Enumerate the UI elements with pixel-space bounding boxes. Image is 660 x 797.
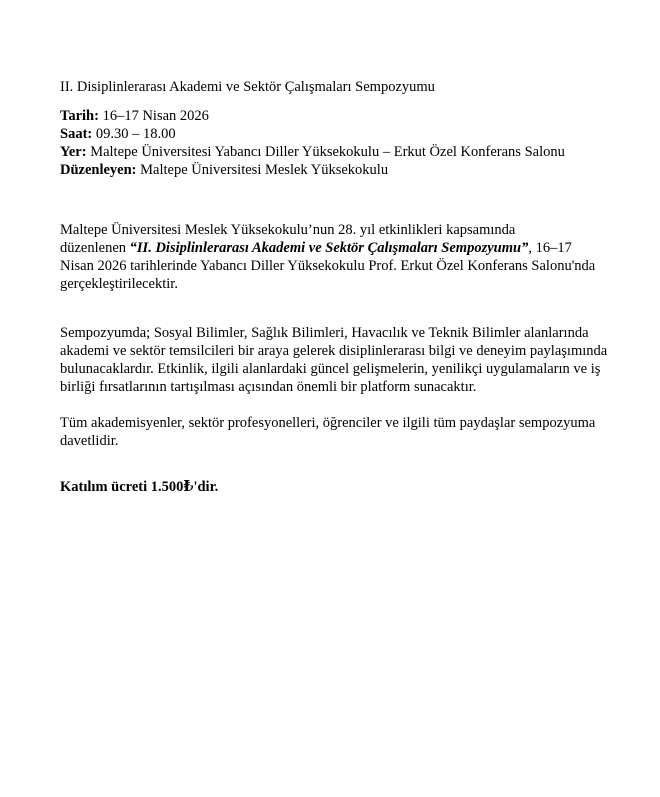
meta-organizer-value: Maltepe Üniversitesi Meslek Yüksekokulu — [136, 162, 389, 178]
event-meta — [60, 107, 620, 179]
intro-paragraph — [60, 221, 620, 293]
meta-organizer — [60, 161, 620, 179]
details-line-3: bulunacaklardır. Etkinlik, ilgili alanlardaki güncel gelişmelerin, yenilikçi uygulamaların ve iş — [60, 361, 601, 377]
meta-venue — [60, 143, 620, 161]
meta-date — [60, 107, 620, 125]
meta-date-value: 16–17 Nisan 2026 — [98, 108, 209, 124]
meta-date-label: Tarih: — [60, 108, 99, 124]
document-title: II. Disiplinlerarası Akademi ve Sektör Çalışmaları Sempozyumu — [60, 79, 435, 95]
meta-organizer-label: Düzenleyen: — [60, 162, 137, 178]
details-paragraph — [60, 324, 620, 396]
details-line-4: birliği fırsatlarının tartışılması açısından önemli bir platform sunacaktır. — [60, 379, 477, 395]
intro-line-3: Nisan 2026 tarihlerinde Yabancı Diller Yüksekokulu Prof. Erkut Özel Konferans Salonu'nda — [60, 258, 596, 274]
meta-venue-label: Yer: — [60, 144, 87, 160]
intro-line-2-post: , 16–17 — [528, 240, 572, 256]
meta-venue-value: Maltepe Üniversitesi Yabancı Diller Yüksekokulu – Erkut Özel Konferans Salonu — [86, 144, 565, 160]
meta-time-label: Saat: — [60, 126, 93, 142]
meta-time — [60, 125, 620, 143]
intro-line-4: gerçekleştirilecektir. — [60, 276, 178, 292]
symposium-name-emphasis: “II. Disiplinlerarası Akademi ve Sektör Çalışmaları Sempozyumu” — [129, 240, 529, 256]
invitation-line-1: Tüm akademisyenler, sektör profesyonelleri, öğrenciler ve ilgili tüm paydaşlar sempozyuma — [60, 415, 596, 431]
details-line-1: Sempozyumda; Sosyal Bilimler, Sağlık Bilimleri, Havacılık ve Teknik Bilimler alanlarında — [60, 325, 589, 341]
meta-time-value: 09.30 – 18.00 — [92, 126, 176, 142]
invitation-paragraph — [60, 414, 620, 450]
intro-line-1: Maltepe Üniversitesi Meslek Yüksekokulu’nun 28. yıl etkinlikleri kapsamında — [60, 222, 516, 238]
invitation-line-2: davetlidir. — [60, 433, 119, 449]
participation-fee: Katılım ücreti 1.500₺'dir. — [60, 479, 219, 495]
document-page — [60, 78, 620, 496]
details-line-2: akademi ve sektör temsilcileri bir araya gelerek disiplinlerarası bilgi ve deneyim paylaşımında — [60, 343, 608, 359]
intro-line-2-pre: düzenlenen — [60, 240, 130, 256]
